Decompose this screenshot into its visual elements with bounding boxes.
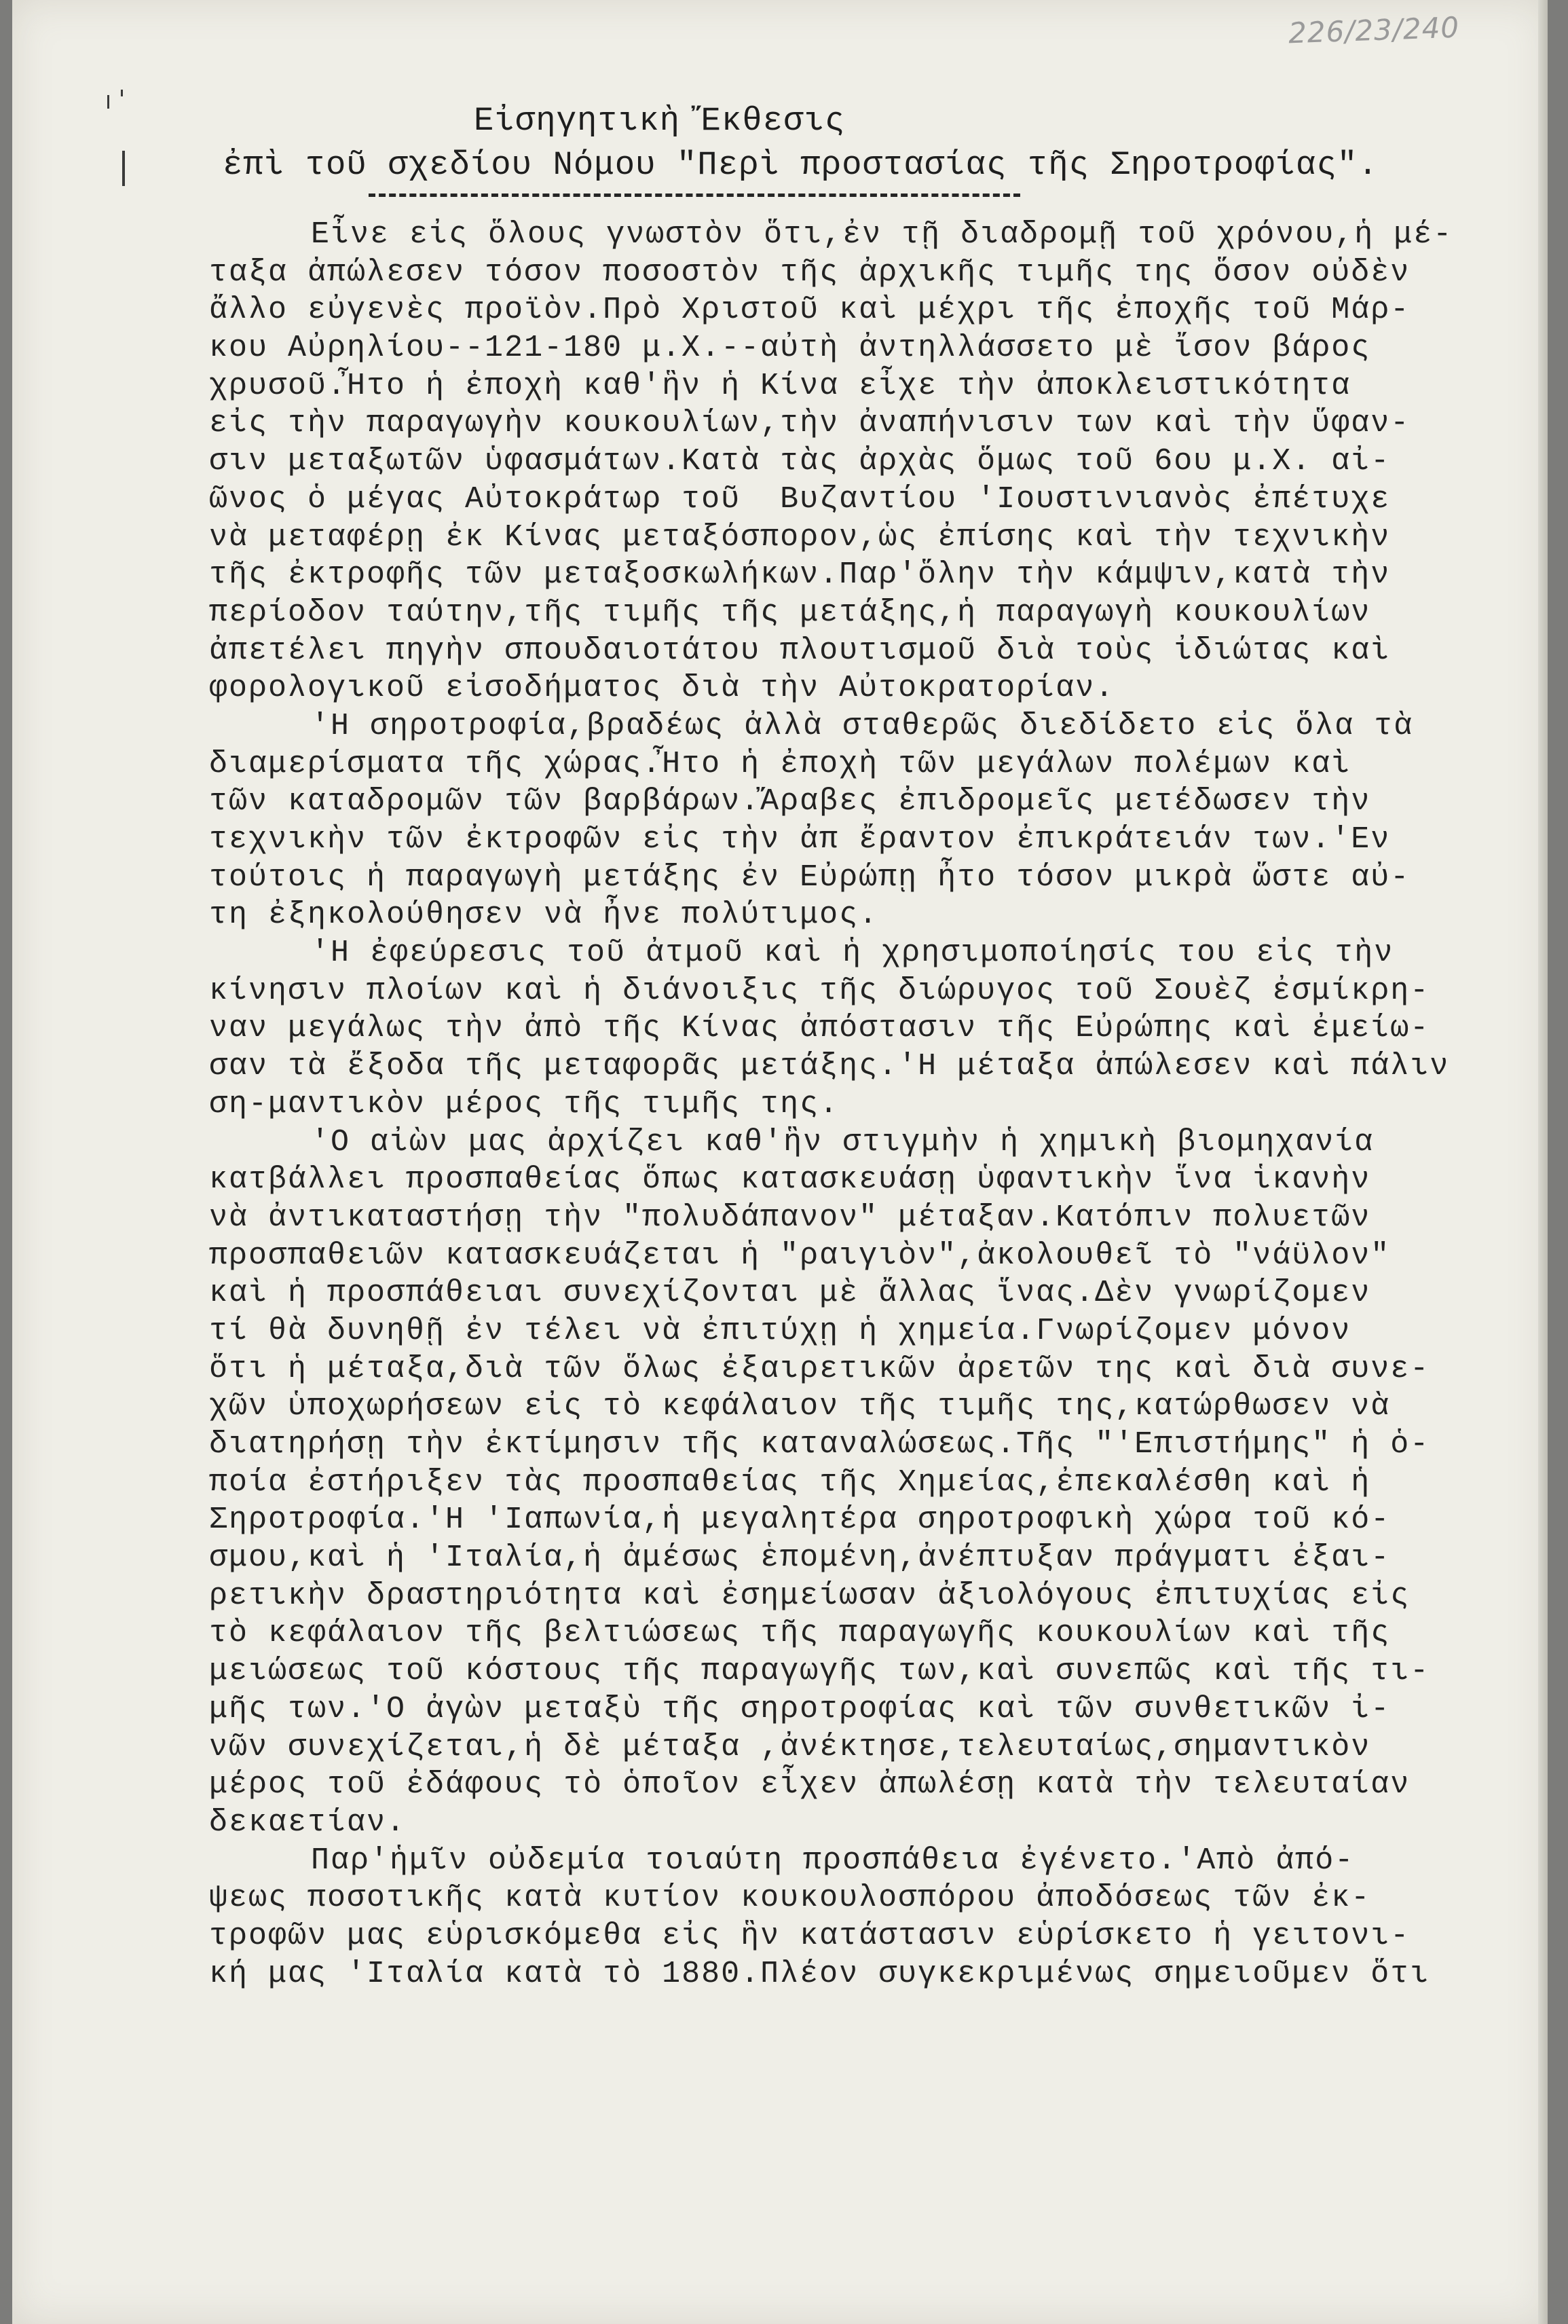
- text-line: τί θὰ δυνηθῇ ἐν τέλει νὰ ἐπιτύχῃ ἡ χημεία.Γνωρίζομεν μόνον: [209, 1313, 1351, 1348]
- margin-mark: [122, 151, 125, 186]
- document-body: [209, 216, 1492, 1993]
- text-line: 'Η ἐφεύρεσις τοῦ ἀτμοῦ καὶ ἡ χρησιμοποίησίς του εἰς τὴν: [311, 936, 1394, 971]
- text-line: φορολογικοῦ εἰσοδήματος διὰ τὴν Αὐτοκρατορίαν.: [209, 671, 1115, 706]
- text-line: ποία ἐστήριξεν τὰς προσπαθείας τῆς Χημείας,ἐπεκαλέσθη καὶ ἡ: [209, 1464, 1371, 1500]
- text-line: κίνησιν πλοίων καὶ ἡ διάνοιξις τῆς διώρυγος τοῦ Σουὲζ ἐσμίκρη-: [209, 973, 1430, 1008]
- text-line: 'Η σηροτροφία,βραδέως ἀλλὰ σταθερῶς διεδίδετο εἰς ὅλα τὰ: [311, 708, 1414, 743]
- text-line: ταξα ἀπώλεσεν τόσον ποσοστὸν τῆς ἀρχικῆς τιμῆς της ὅσον οὐδὲν: [209, 255, 1411, 290]
- text-line: ναν μεγάλως τὴν ἀπὸ τῆς Κίνας ἀπόστασιν τῆς Εὐρώπης καὶ ἐμείω-: [209, 1011, 1430, 1046]
- text-line: καὶ ἡ προσπάθειαι συνεχίζονται μὲ ἄλλας ἵνας.Δὲν γνωρίζομεν: [209, 1276, 1371, 1311]
- text-line: σμου,καὶ ἡ 'Ιταλία,ἡ ἀμέσως ἑπομένη,ἀνέπτυξαν πράγματι ἐξαι-: [209, 1541, 1391, 1576]
- text-line: κου Αὐρηλίου--121-180 μ.Χ.--αὐτὴ ἀντηλλάσσετο μὲ ἴσον βάρος: [209, 331, 1371, 366]
- text-line: τῆς ἐκτροφῆς τῶν μεταξοσκωλήκων.Παρ'ὅλην τὴν κάμψιν,κατὰ τὴν: [209, 557, 1391, 593]
- document-title: Εἰσηγητικὴ Ἔκθεσις: [474, 102, 846, 140]
- text-line: εἰς τὴν παραγωγὴν κουκουλίων,τὴν ἀναπήνισιν των καὶ τὴν ὕφαν-: [209, 406, 1411, 441]
- text-line: κή μας 'Ιταλία κατὰ τὸ 1880.Πλέον συγκεκριμένως σημειοῦμεν ὅτι: [209, 1956, 1430, 1991]
- text-line: τεχνικὴν τῶν ἐκτροφῶν εἰς τὴν ἀπ ἔραντον ἐπικράτειάν των.'Εν: [209, 822, 1391, 857]
- text-line: διατηρήσῃ τὴν ἐκτίμησιν τῆς καταναλώσεως.Τῆς "'Επιστήμης" ἡ ὁ-: [209, 1427, 1430, 1462]
- document-page: [12, 0, 1548, 2324]
- archive-number: 226/23/240: [1288, 10, 1460, 50]
- text-line: ρετικὴν δραστηριότητα καὶ ἐσημείωσαν ἀξιολόγους ἐπιτυχίας εἰς: [209, 1578, 1411, 1613]
- text-line: σαν τὰ ἔξοδα τῆς μεταφορᾶς μετάξης.'Η μέταξα ἀπώλεσεν καὶ πάλιν: [209, 1049, 1450, 1084]
- text-line: τὸ κεφάλαιον τῆς βελτιώσεως τῆς παραγωγῆς κουκουλίων καὶ τῆς: [209, 1616, 1391, 1651]
- text-line: ση-μαντικὸν μέρος τῆς τιμῆς της.: [209, 1086, 840, 1122]
- page-edge-shadow: [1538, 0, 1548, 2324]
- text-line: ψεως ποσοτικῆς κατὰ κυτίον κουκουλοσπόρου ἀποδόσεως τῶν ἐκ-: [209, 1881, 1371, 1916]
- text-line: μέρος τοῦ ἐδάφους τὸ ὁποῖον εἶχεν ἀπωλέσῃ κατὰ τὴν τελευταίαν: [209, 1767, 1411, 1803]
- text-line: σιν μεταξωτῶν ὑφασμάτων.Κατὰ τὰς ἀρχὰς ὅμως τοῦ 6ου μ.Χ. αἰ-: [209, 444, 1391, 479]
- text-line: διαμερίσματα τῆς χώρας.Ἦτο ἡ ἐποχὴ τῶν μεγάλων πολέμων καὶ: [209, 746, 1351, 781]
- text-line: περίοδον ταύτην,τῆς τιμῆς τῆς μετάξης,ἡ παραγωγὴ κουκουλίων: [209, 595, 1371, 630]
- text-line: μειώσεως τοῦ κόστους τῆς παραγωγῆς των,καὶ συνεπῶς καὶ τῆς τι-: [209, 1654, 1430, 1689]
- title-underline: [369, 193, 1020, 200]
- document-subtitle: ἐπὶ τοῦ σχεδίου Νόμου "Περὶ προστασίας τῆς Σηροτροφίας".: [223, 146, 1379, 184]
- text-line: προσπαθειῶν κατασκευάζεται ἡ "ραιγιὸν",ἀκολουθεῖ τὸ "νάϋλον": [209, 1238, 1391, 1273]
- text-line: Σηροτροφία.'Η 'Ιαπωνία,ἡ μεγαλητέρα σηροτροφικὴ χώρα τοῦ κό-: [209, 1502, 1391, 1538]
- text-line: ἀπετέλει πηγὴν σπουδαιοτάτου πλουτισμοῦ διὰ τοὺς ἰδιώτας καὶ: [209, 633, 1391, 668]
- text-line: χρυσοῦ.Ἦτο ἡ ἐποχὴ καθ'ἣν ἡ Κίνα εἶχε τὴν ἀποκλειστικότητα: [209, 368, 1351, 403]
- text-line: τούτοις ἡ παραγωγὴ μετάξης ἐν Εὐρώπῃ ἦτο τόσον μικρὰ ὥστε αὐ-: [209, 860, 1411, 895]
- text-line: τῶν καταδρομῶν τῶν βαρβάρων.Ἄραβες ἐπιδρομεῖς μετέδωσεν τὴν: [209, 784, 1371, 819]
- text-line: δεκαετίαν.: [209, 1805, 407, 1840]
- text-line: νῶν συνεχίζεται,ἡ δὲ μέταξα ,ἀνέκτησε,τελευταίως,σημαντικὸν: [209, 1729, 1371, 1765]
- margin-mark: [121, 90, 123, 96]
- text-line: νὰ μεταφέρῃ ἐκ Κίνας μεταξόσπορον,ὡς ἐπίσης καὶ τὴν τεχνικὴν: [209, 519, 1391, 555]
- text-line: ὅτι ἡ μέταξα,διὰ τῶν ὅλως ἐξαιρετικῶν ἀρετῶν της καὶ διὰ συνε-: [209, 1351, 1430, 1386]
- text-line: κατβάλλει προσπαθείας ὅπως κατασκευάσῃ ὑφαντικὴν ἵνα ἱκανὴν: [209, 1162, 1371, 1198]
- text-line: ῶνος ὁ μέγας Αὐτοκράτωρ τοῦ Βυζαντίου 'Ιουστινιανὸς ἐπέτυχε: [209, 481, 1391, 517]
- text-line: νὰ ἀντικαταστήσῃ τὴν "πολυδάπανον" μέταξαν.Κατόπιν πολυετῶν: [209, 1200, 1371, 1235]
- margin-mark: [107, 95, 109, 109]
- text-line: τη ἐξηκολούθησεν νὰ ἦνε πολύτιμος.: [209, 898, 879, 933]
- text-line: τροφῶν μας εὑρισκόμεθα εἰς ἣν κατάστασιν εὑρίσκετο ἡ γειτονι-: [209, 1918, 1411, 1953]
- text-line: ἄλλο εὐγενὲς προϊὸν.Πρὸ Χριστοῦ καὶ μέχρι τῆς ἐποχῆς τοῦ Μάρ-: [209, 293, 1411, 328]
- text-line: Παρ'ἡμῖν οὐδεμία τοιαύτη προσπάθεια ἐγένετο.'Απὸ ἀπό-: [311, 1843, 1355, 1878]
- text-line: Εἶνε εἰς ὅλους γνωστὸν ὅτι,ἐν τῇ διαδρομῇ τοῦ χρόνου,ἡ μέ-: [311, 217, 1453, 252]
- text-line: χῶν ὑποχωρήσεων εἰς τὸ κεφάλαιον τῆς τιμῆς της,κατώρθωσεν νὰ: [209, 1389, 1391, 1424]
- text-line: 'Ο αἰὼν μας ἀρχίζει καθ'ἣν στιγμὴν ἡ χημικὴ βιομηχανία: [311, 1124, 1375, 1160]
- text-line: μῆς των.'Ο ἀγὼν μεταξὺ τῆς σηροτροφίας καὶ τῶν συνθετικῶν ἰ-: [209, 1691, 1391, 1727]
